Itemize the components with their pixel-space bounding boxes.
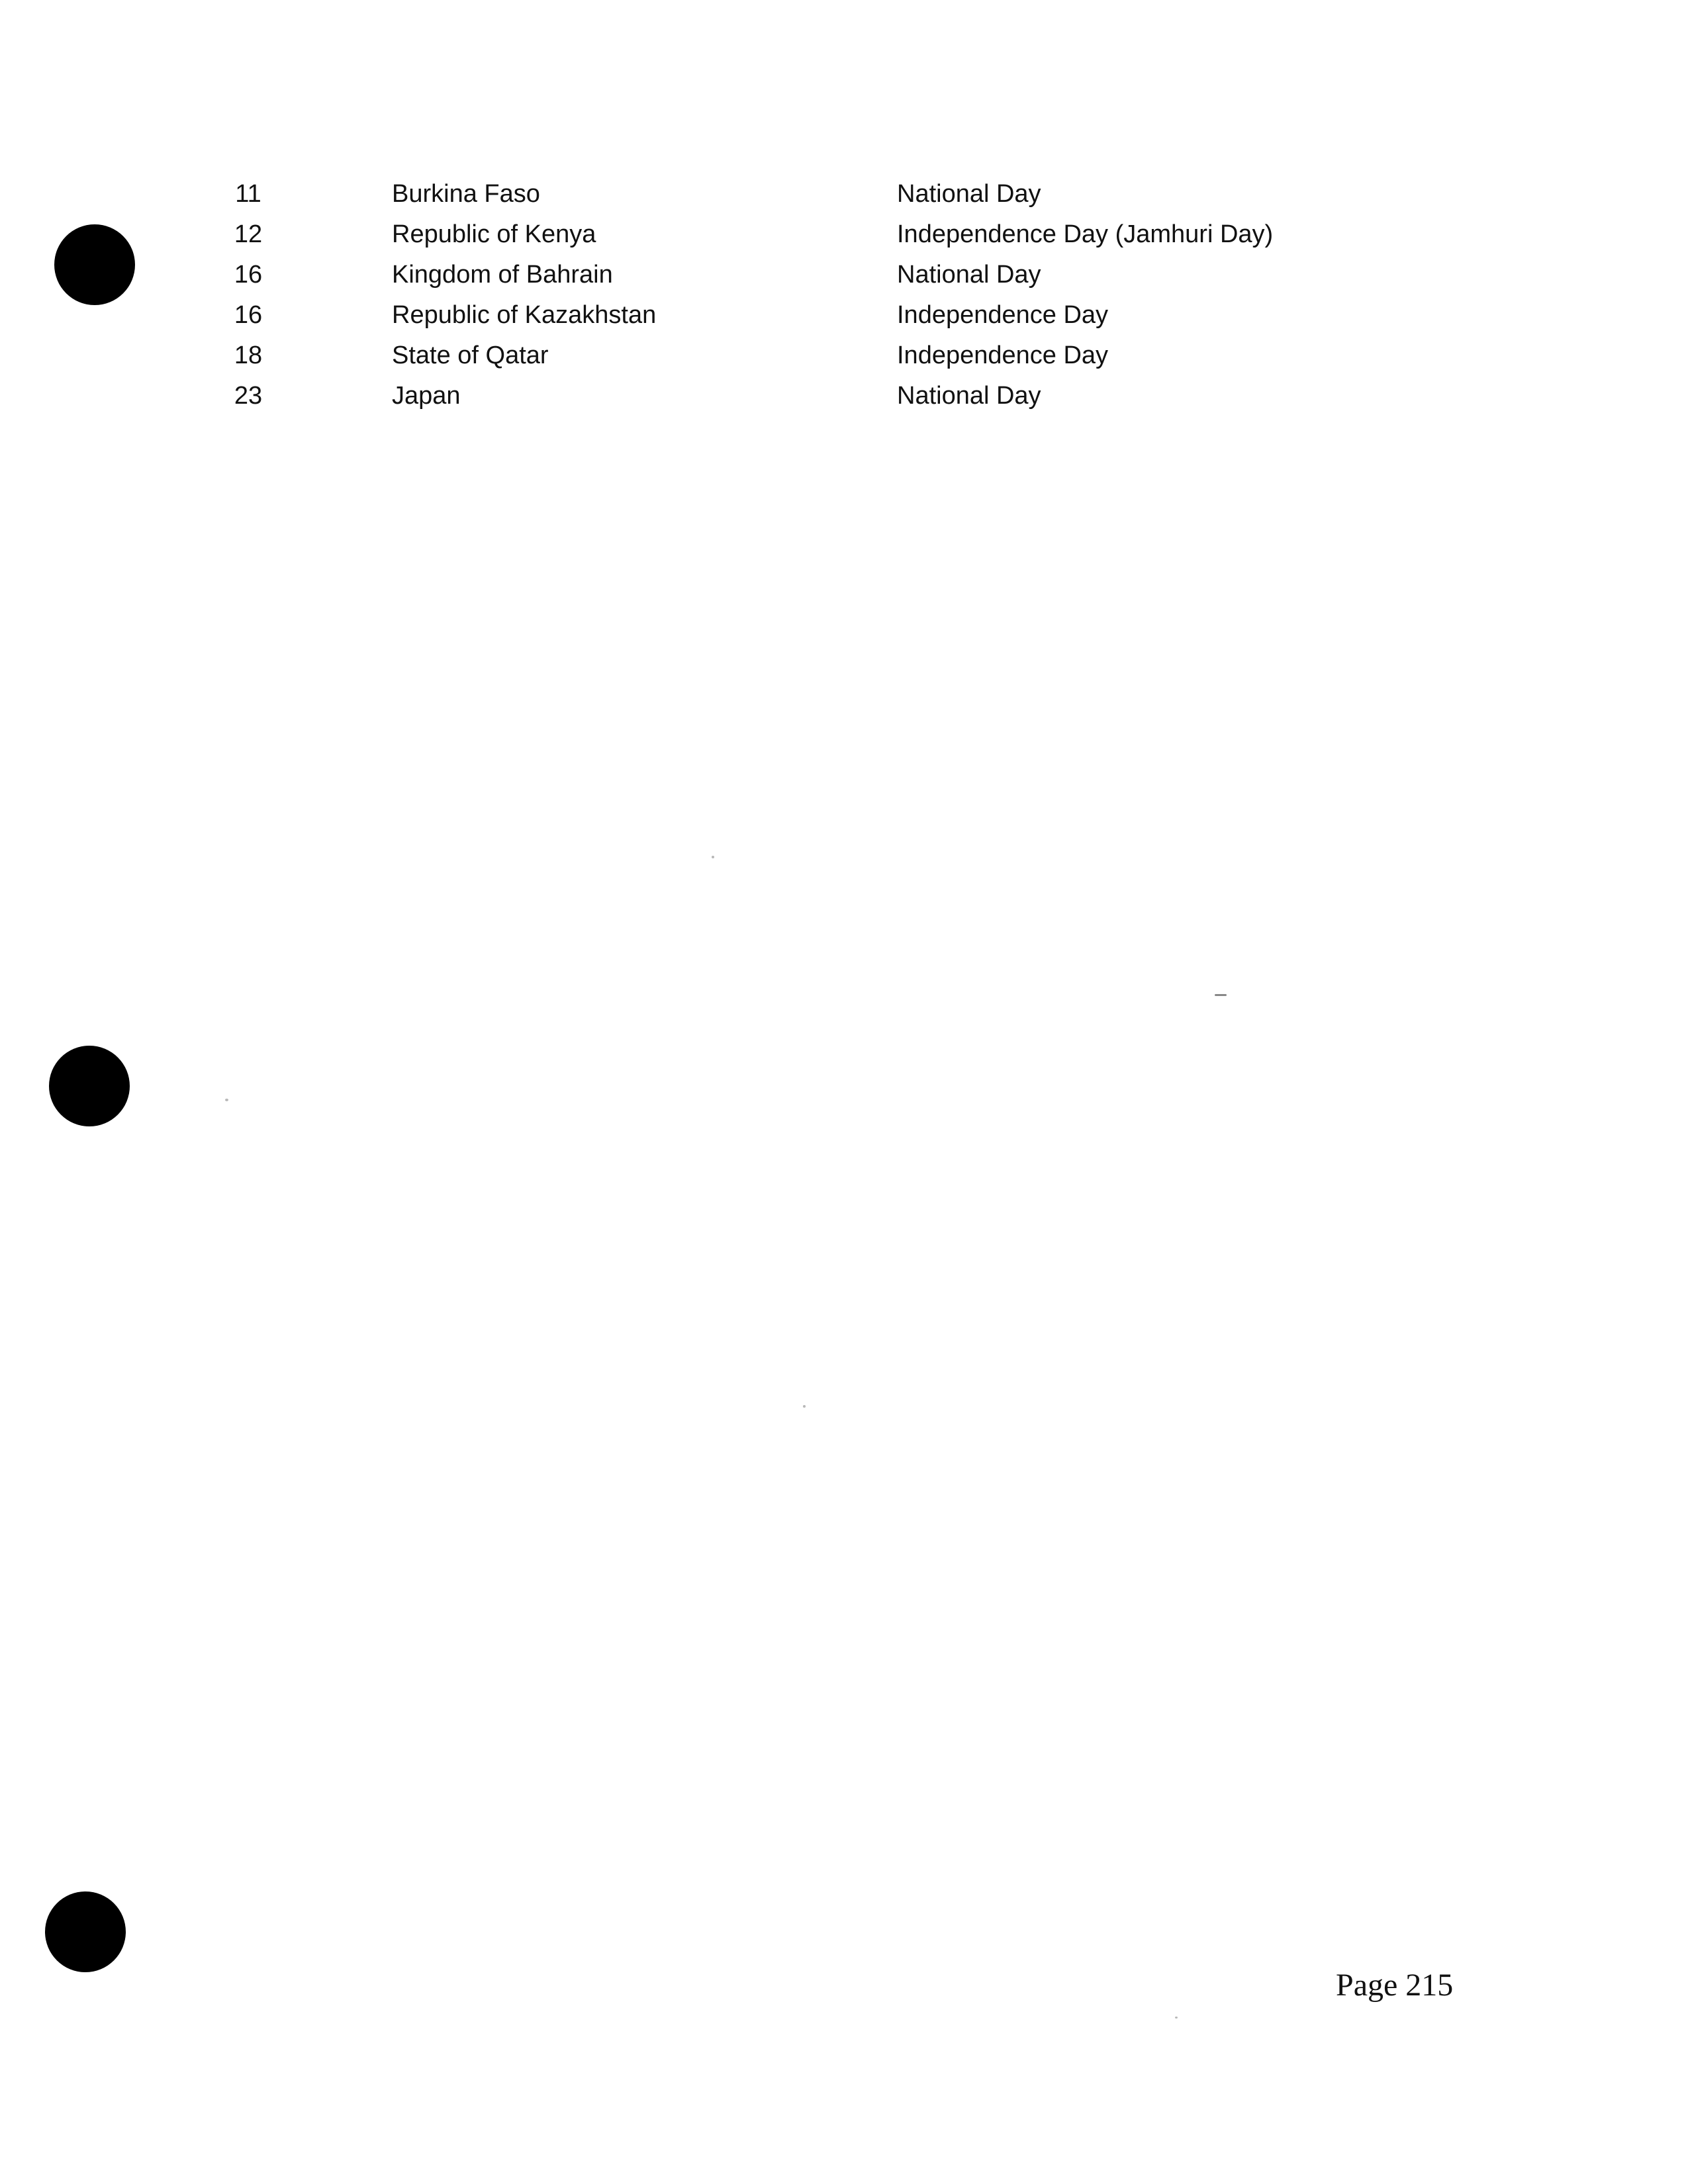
country-cell: Republic of Kazakhstan [392,301,657,329]
occasion-cell: Independence Day (Jamhuri Day) [897,220,1274,248]
holiday-table [218,174,1344,416]
country-cell: Japan [392,382,461,410]
occasion-cell: National Day [897,382,1041,410]
scan-speck [1215,994,1227,996]
punch-hole-middle [49,1046,130,1126]
page-number: Page 215 [1336,1968,1454,2003]
scan-speck [803,1405,806,1408]
country-cell: Republic of Kenya [392,220,596,248]
day-cell: 16 [234,261,263,289]
occasion-cell: National Day [897,180,1041,208]
scan-speck [225,1099,228,1101]
day-cell: 12 [234,220,263,248]
scan-speck [712,856,714,858]
table-row [218,214,1344,255]
occasion-cell: Independence Day [897,341,1109,369]
country-cell: Kingdom of Bahrain [392,261,613,289]
country-cell: Burkina Faso [392,180,540,208]
day-cell: 16 [234,301,263,329]
punch-hole-bottom [45,1891,126,1972]
day-cell: 11 [235,180,261,208]
scan-speck [1175,2017,1178,2019]
country-cell: State of Qatar [392,341,549,369]
table-row [218,295,1344,336]
day-cell: 23 [234,382,263,410]
table-row [218,255,1344,295]
table-row [218,376,1344,416]
punch-hole-top [54,224,135,305]
occasion-cell: National Day [897,261,1041,289]
table-row [218,336,1344,376]
occasion-cell: Independence Day [897,301,1109,329]
day-cell: 18 [234,341,263,369]
table-row [218,174,1344,214]
